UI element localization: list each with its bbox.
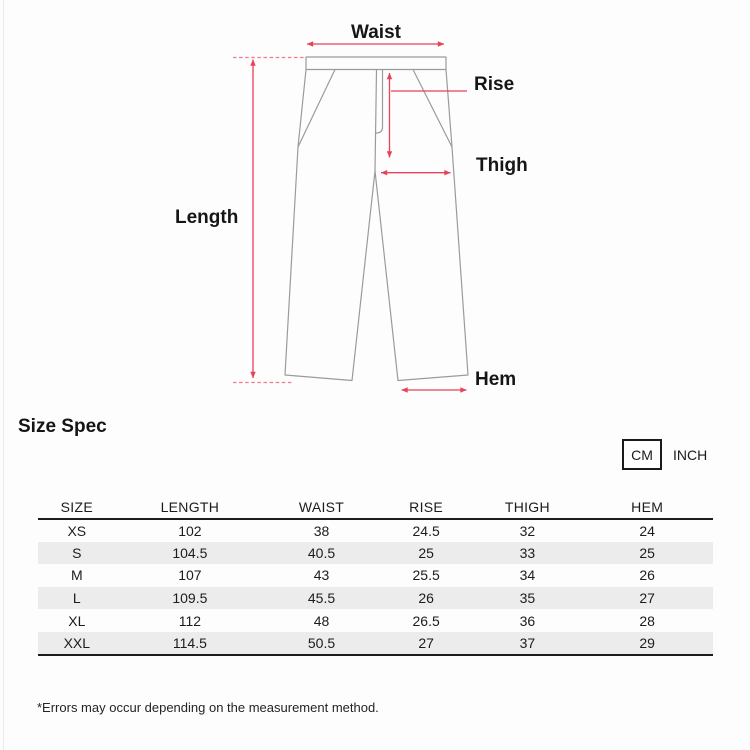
cell-waist: 40.5 [307, 544, 336, 561]
cell-length: 104.5 [172, 544, 208, 561]
cell-hem: 27 [639, 590, 655, 607]
cell-length: 102 [178, 522, 202, 539]
measurement-footnote: *Errors may occur depending on the measurement method. [37, 700, 379, 715]
cell-thigh: 37 [473, 632, 581, 655]
cell-rise: 25.5 [412, 567, 440, 584]
cell-thigh: 35 [519, 590, 536, 607]
cell-thigh: 33 [519, 544, 536, 561]
table-row-l [38, 587, 713, 610]
cell-size: XXL [38, 632, 116, 655]
cell-hem: 24 [639, 522, 655, 539]
cell-size: M [70, 567, 83, 584]
cell-rise: 26.5 [412, 612, 440, 629]
cell-waist: 50.5 [264, 632, 379, 655]
unit-toggle [622, 439, 707, 470]
cell-size: XS [67, 522, 87, 539]
cell-length: 112 [178, 612, 202, 629]
cell-size: L [72, 590, 81, 607]
cell-waist: 43 [313, 567, 330, 584]
waist-label: Waist [351, 22, 401, 43]
cell-rise: 26 [418, 590, 434, 607]
table-row-m [38, 564, 713, 587]
cell-hem: 25 [639, 544, 655, 561]
size-spec-table [38, 495, 713, 656]
cell-length: 107 [178, 567, 202, 584]
table-header-row [38, 495, 713, 519]
col-header-length: LENGTH [116, 495, 265, 519]
col-header-thigh: THIGH [473, 495, 581, 519]
cell-rise: 24.5 [412, 522, 440, 539]
table-row-s [38, 542, 713, 565]
cell-thigh: 34 [519, 567, 536, 584]
cell-hem: 28 [639, 612, 655, 629]
col-header-rise: RISE [379, 495, 474, 519]
col-header-size: SIZE [38, 495, 116, 519]
cm-button[interactable]: CM [622, 439, 662, 470]
col-header-hem: HEM [581, 495, 713, 519]
cell-length: 109.5 [172, 590, 208, 607]
hem-label: Hem [475, 369, 517, 390]
cell-length: 114.5 [116, 632, 265, 655]
length-label: Length [175, 207, 239, 228]
cell-waist: 45.5 [307, 590, 336, 607]
cell-rise: 25 [418, 544, 434, 561]
table-row-xxl [38, 632, 713, 655]
table-row-xl [38, 609, 713, 632]
cell-thigh: 36 [519, 612, 536, 629]
table-row-xs [38, 519, 713, 542]
cell-thigh: 32 [519, 522, 536, 539]
cell-hem: 26 [639, 567, 655, 584]
size-spec-title: Size Spec [18, 416, 107, 437]
pants-outline [285, 57, 468, 381]
cell-size: S [72, 544, 82, 561]
thigh-label: Thigh [476, 155, 528, 176]
rise-label: Rise [474, 74, 515, 95]
cell-size: XL [68, 612, 86, 629]
measurement-arrows [233, 44, 467, 390]
cell-waist: 48 [313, 612, 330, 629]
col-header-waist: WAIST [264, 495, 379, 519]
inch-button[interactable]: INCH [673, 446, 708, 463]
cell-rise: 27 [379, 632, 474, 655]
cell-hem: 29 [581, 632, 713, 655]
cell-waist: 38 [313, 522, 330, 539]
